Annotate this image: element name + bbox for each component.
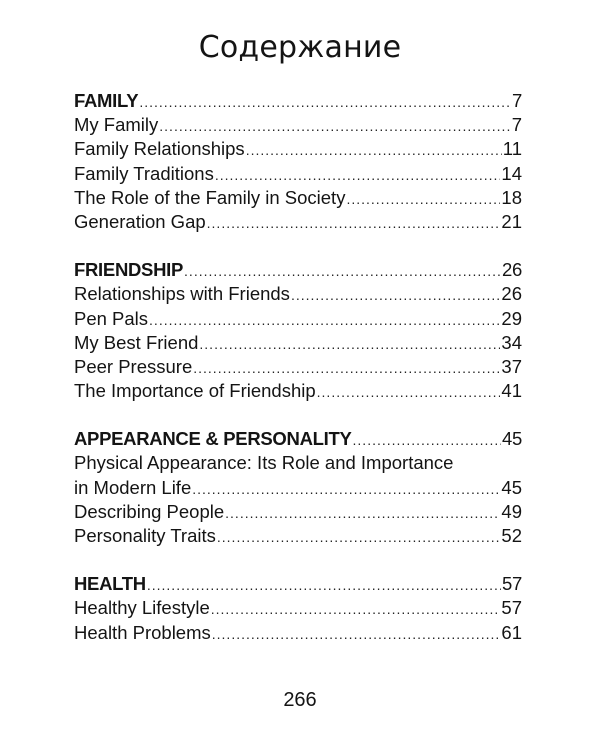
toc-heading-family bbox=[74, 89, 522, 113]
table-of-contents bbox=[74, 89, 522, 669]
toc-page-number: 52 bbox=[501, 525, 522, 546]
toc-entry bbox=[74, 379, 522, 403]
toc-entry-label: Peer Pressure bbox=[74, 355, 193, 377]
dot-leader bbox=[217, 525, 501, 549]
toc-entry-label: The Role of the Family in Society bbox=[74, 186, 346, 208]
dot-leader bbox=[184, 259, 501, 283]
toc-entry-label: Family Traditions bbox=[74, 162, 214, 184]
toc-entry bbox=[74, 210, 522, 234]
toc-heading-label: FRIENDSHIP bbox=[74, 259, 184, 281]
toc-page-number: 61 bbox=[501, 621, 522, 643]
toc-page-number: 26 bbox=[502, 259, 522, 281]
toc-heading-health bbox=[74, 572, 522, 596]
toc-entry-label: Family Relationships bbox=[74, 138, 245, 160]
toc-entry-label: Healthy Lifestyle bbox=[74, 597, 210, 619]
toc-page-number: 21 bbox=[501, 210, 522, 232]
toc-section-health bbox=[74, 572, 522, 645]
toc-entry bbox=[74, 476, 522, 500]
toc-entry-label: Health Problems bbox=[74, 621, 211, 643]
page-number: 266 bbox=[283, 689, 317, 711]
toc-page-number: 57 bbox=[502, 573, 522, 595]
toc-entry-label: Physical Appearance: Its Role and Importance bbox=[74, 452, 454, 474]
dot-leader bbox=[211, 597, 501, 621]
toc-entry bbox=[74, 621, 522, 645]
toc-page-number: 7 bbox=[511, 114, 522, 136]
dot-leader bbox=[291, 283, 500, 307]
toc-entry-label: Generation Gap bbox=[74, 210, 206, 232]
page-title: Содержание bbox=[198, 30, 402, 65]
toc-entry-label: My Family bbox=[74, 114, 159, 136]
dot-leader bbox=[199, 332, 500, 356]
dot-leader bbox=[212, 622, 501, 646]
dot-leader bbox=[346, 187, 500, 211]
toc-entry bbox=[74, 307, 522, 331]
dot-leader bbox=[159, 114, 510, 138]
toc-entry bbox=[74, 331, 522, 355]
toc-page-number: 41 bbox=[501, 380, 522, 402]
dot-leader bbox=[246, 138, 502, 162]
dot-leader bbox=[147, 573, 501, 597]
toc-entry-first-line bbox=[74, 451, 522, 475]
toc-page-number: 29 bbox=[501, 307, 522, 329]
toc-page-number: 49 bbox=[501, 500, 522, 522]
toc-page-number: 26 bbox=[501, 283, 522, 305]
toc-heading-label: FAMILY bbox=[74, 90, 139, 111]
toc-entry bbox=[74, 186, 522, 210]
dot-leader bbox=[207, 211, 501, 235]
toc-page-number: 37 bbox=[501, 355, 522, 377]
toc-heading-appearance-personality bbox=[74, 427, 522, 451]
toc-page-number: 18 bbox=[501, 186, 522, 208]
toc-entry bbox=[74, 282, 522, 306]
dot-leader bbox=[225, 501, 500, 525]
toc-entry-label: Describing People bbox=[74, 500, 225, 522]
dot-leader bbox=[317, 380, 501, 404]
toc-entry bbox=[74, 355, 522, 379]
toc-entry-label: My Best Friend bbox=[74, 331, 199, 353]
toc-entry bbox=[74, 113, 522, 137]
toc-entry bbox=[74, 137, 522, 161]
dot-leader bbox=[149, 308, 500, 332]
toc-entry bbox=[74, 162, 522, 186]
toc-page-number: 7 bbox=[512, 90, 522, 111]
toc-page-number: 45 bbox=[502, 428, 522, 450]
dot-leader bbox=[193, 356, 500, 380]
toc-page-number: 34 bbox=[501, 331, 522, 353]
toc-entry bbox=[74, 524, 522, 548]
toc-entry bbox=[74, 596, 522, 620]
toc-heading-friendship bbox=[74, 258, 522, 282]
dot-leader bbox=[192, 477, 500, 501]
toc-entry-label: Relationships with Friends bbox=[74, 283, 290, 305]
toc-entry bbox=[74, 500, 522, 524]
toc-page-number: 45 bbox=[501, 476, 522, 498]
toc-section-family bbox=[74, 89, 522, 234]
dot-leader bbox=[353, 428, 501, 452]
toc-page-number: 14 bbox=[501, 162, 522, 184]
toc-section-friendship bbox=[74, 258, 522, 403]
toc-entry-label: The Importance of Friendship bbox=[74, 380, 316, 402]
toc-entry-label: in Modern Life bbox=[74, 476, 192, 498]
toc-heading-label: APPEARANCE & PERSONALITY bbox=[74, 428, 352, 450]
dot-leader bbox=[139, 90, 511, 114]
toc-entry-label: Personality Traits bbox=[74, 525, 216, 546]
toc-entry-label: Pen Pals bbox=[74, 307, 149, 329]
dot-leader bbox=[215, 163, 501, 187]
toc-page-number: 57 bbox=[501, 597, 522, 619]
toc-page-number: 11 bbox=[502, 138, 522, 160]
toc-section-appearance-personality bbox=[74, 427, 522, 548]
toc-heading-label: HEALTH bbox=[74, 573, 146, 595]
